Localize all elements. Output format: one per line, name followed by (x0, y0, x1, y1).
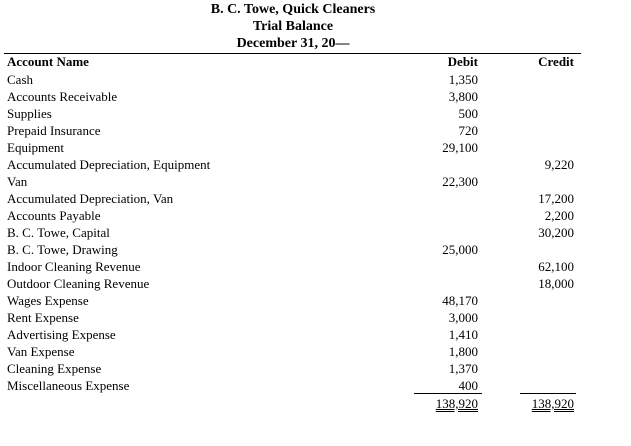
credit-amount: 2,200 (544, 208, 574, 223)
total-debit: 138,920 (435, 396, 478, 411)
credit-amount: 62,100 (538, 259, 574, 274)
account-name: Outdoor Cleaning Revenue (7, 276, 150, 291)
debit-amount: 1,800 (448, 344, 478, 359)
account-name: Van (7, 174, 28, 189)
totals-row (0, 396, 631, 413)
debit-amount: 1,350 (448, 72, 478, 87)
table-row (0, 377, 631, 394)
table-row (0, 258, 631, 275)
debit-total-rule (414, 393, 482, 394)
header-divider (4, 53, 581, 54)
table-row (0, 105, 631, 122)
table-row (0, 173, 631, 190)
table-row (0, 241, 631, 258)
account-name: Accounts Receivable (7, 89, 118, 104)
debit-amount: 3,800 (448, 89, 478, 104)
account-name: Advertising Expense (7, 327, 116, 342)
debit-amount: 3,000 (448, 310, 478, 325)
column-header-account-name: Account Name (7, 54, 89, 69)
column-header-debit: Debit (447, 54, 478, 69)
credit-amount: 30,200 (538, 225, 574, 240)
account-name: Accounts Payable (7, 208, 101, 223)
account-name: Wages Expense (7, 293, 89, 308)
table-row (0, 224, 631, 241)
table-row (0, 207, 631, 224)
account-name: Supplies (7, 106, 52, 121)
table-row (0, 88, 631, 105)
account-name: Equipment (7, 140, 65, 155)
table-row (0, 190, 631, 207)
total-credit: 138,920 (531, 396, 574, 411)
table-row (0, 122, 631, 139)
debit-amount: 720 (458, 123, 478, 138)
account-name: B. C. Towe, Drawing (7, 242, 118, 257)
account-name: Prepaid Insurance (7, 123, 101, 138)
table-row (0, 156, 631, 173)
table-row (0, 326, 631, 343)
report-date: December 31, 20— (236, 36, 350, 51)
account-name: Accumulated Depreciation, Van (7, 191, 174, 206)
debit-amount: 400 (458, 378, 478, 393)
debit-amount: 29,100 (442, 140, 478, 155)
account-name: Cleaning Expense (7, 361, 102, 376)
account-name: Accumulated Depreciation, Equipment (7, 157, 211, 172)
table-row (0, 343, 631, 360)
account-name: Miscellaneous Expense (7, 378, 130, 393)
account-name: Van Expense (7, 344, 75, 359)
credit-amount: 9,220 (544, 157, 574, 172)
debit-amount: 1,370 (448, 361, 478, 376)
column-header-credit: Credit (538, 54, 574, 69)
credit-amount: 18,000 (538, 276, 574, 291)
account-name: Cash (7, 72, 33, 87)
report-title: Trial Balance (252, 19, 334, 34)
debit-amount: 25,000 (442, 242, 478, 257)
debit-amount: 1,410 (448, 327, 478, 342)
table-row (0, 275, 631, 292)
debit-amount: 500 (458, 106, 478, 121)
table-row (0, 139, 631, 156)
account-name: B. C. Towe, Capital (7, 225, 110, 240)
trial-balance-table (0, 71, 631, 394)
table-row (0, 309, 631, 326)
table-row (0, 292, 631, 309)
account-name: Indoor Cleaning Revenue (7, 259, 141, 274)
credit-amount: 17,200 (538, 191, 574, 206)
company-name: B. C. Towe, Quick Cleaners (210, 2, 376, 17)
debit-amount: 48,170 (442, 293, 478, 308)
table-row (0, 360, 631, 377)
credit-total-rule (520, 393, 576, 394)
account-name: Rent Expense (7, 310, 79, 325)
table-row (0, 71, 631, 88)
debit-amount: 22,300 (442, 174, 478, 189)
